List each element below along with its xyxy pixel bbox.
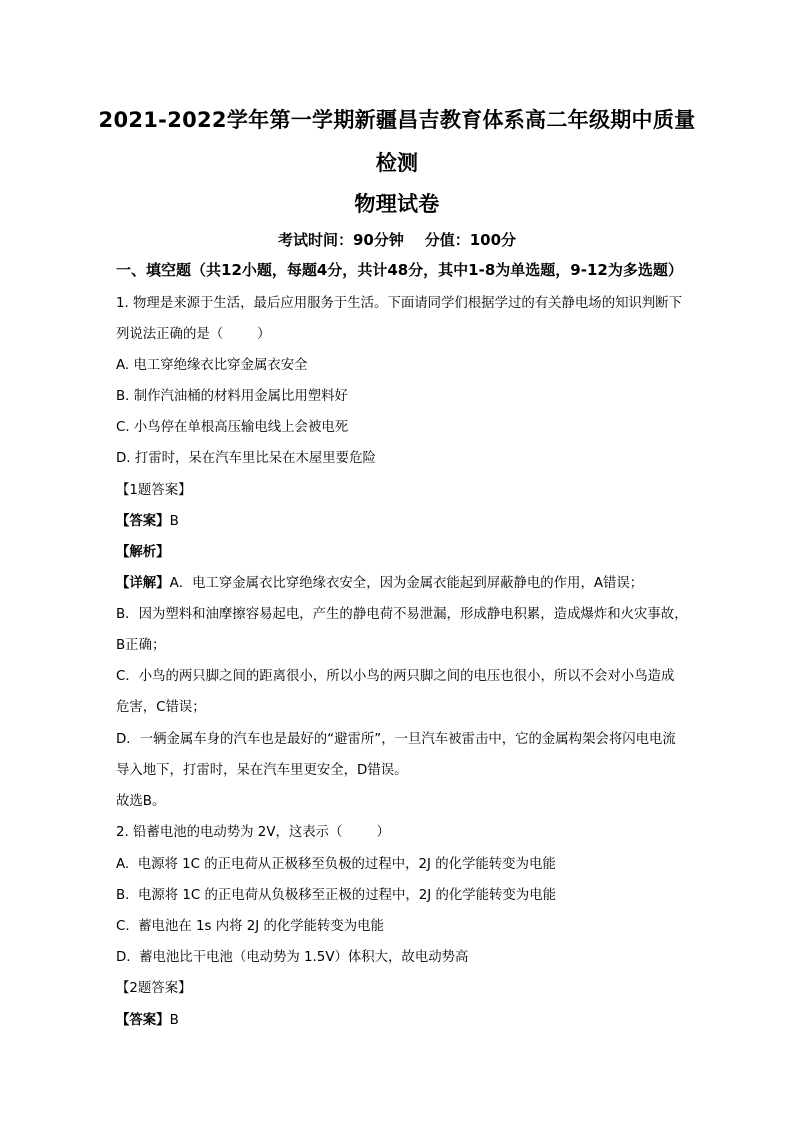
q1-detail-c-line1: C．小鸟的两只脚之间的距离很小，所以小鸟的两只脚之间的电压也很小，所以不会对小鸟造成 — [116, 669, 675, 684]
q1-detail-d-line2: 导入地下，打雷时，呆在汽车里更安全，D错误。 — [116, 763, 408, 778]
q1-answer-tag: 【1题答案】 — [116, 483, 192, 498]
answer-value: B — [169, 1013, 179, 1028]
exam-title: 2021-2022学年第一学期新疆昌吉教育体系高二年级期中质量 — [98, 108, 696, 132]
q2-option-a: A. 电源将 1C 的正电荷从正极移至负极的过程中，2J 的化学能转变为电能 — [116, 857, 556, 872]
q2-option-c: C. 蓄电池在 1s 内将 2J 的化学能转变为电能 — [116, 919, 384, 934]
q1-stem-line2: 列说法正确的是（ ） — [116, 327, 271, 342]
section-heading: 一、填空题（共12小题，每题4分，共计48分，其中1-8为单选题，9-12为多选题） — [116, 261, 683, 279]
q1-stem-line1: 1. 物理是来源于生活，最后应用服务于生活。下面请同学们根据学过的有关静电场的知识判断下 — [116, 296, 683, 311]
q2-option-d: D. 蓄电池比干电池（电动势为 1.5V）体积大，故电动势高 — [116, 950, 469, 965]
q1-detail-b-line1: B．因为塑料和油摩擦容易起电，产生的静电荷不易泄漏，形成静电积累，造成爆炸和火灾事故， — [116, 607, 688, 622]
q2-stem: 2. 铅蓄电池的电动势为 2V，这表示（ ） — [116, 825, 390, 840]
q1-analysis-tag: 【解析】 — [116, 545, 170, 560]
q1-option-b: B. 制作汽油桶的材料用金属比用塑料好 — [116, 389, 348, 404]
q2-answer-tag: 【2题答案】 — [116, 981, 192, 996]
detail-label: 【详解】 — [116, 576, 170, 591]
q2-answer — [116, 1009, 179, 1028]
answer-value: B — [169, 514, 179, 529]
q1-conclusion: 故选B。 — [116, 794, 166, 809]
q1-detail-a — [116, 572, 643, 591]
answer-label: 【答案】 — [116, 514, 170, 529]
q1-detail-d-line1: D．一辆金属车身的汽车也是最好的“避雷所”，一旦汽车被雷击中，它的金属构架会将闪电电流 — [116, 732, 676, 747]
detail-text: A．电工穿金属衣比穿绝缘衣安全，因为金属衣能起到屏蔽静电的作用，A错误； — [169, 576, 644, 591]
q1-option-a: A. 电工穿绝缘衣比穿金属衣安全 — [116, 358, 308, 373]
q1-option-c: C. 小鸟停在单根高压输电线上会被电死 — [116, 420, 349, 435]
q1-detail-b-line2: B正确； — [116, 638, 166, 653]
exam-title-continued: 检测 — [375, 151, 419, 175]
subject-title: 物理试卷 — [354, 192, 440, 216]
exam-info: 考试时间：90分钟 分值：100分 — [277, 231, 517, 249]
q1-answer — [116, 510, 179, 529]
q2-option-b: B. 电源将 1C 的正电荷从负极移至正极的过程中，2J 的化学能转变为电能 — [116, 888, 556, 903]
answer-label: 【答案】 — [116, 1013, 170, 1028]
q1-option-d: D. 打雷时，呆在汽车里比呆在木屋里要危险 — [116, 451, 376, 466]
q1-detail-c-line2: 危害，C错误； — [116, 700, 206, 715]
